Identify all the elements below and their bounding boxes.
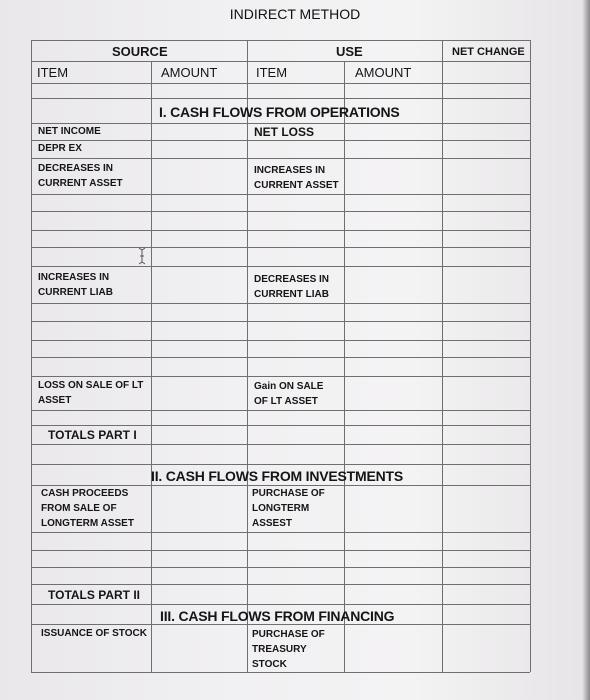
column-divider [344,61,345,672]
totals-part-2-label: TOTALS PART II [48,588,140,602]
loss-on-sale-label: LOSS ON SALE OF LT ASSET [38,380,144,406]
row-line [31,532,530,533]
issuance-of-stock-label: ISSUANCE OF STOCK [41,628,147,639]
column-divider [151,61,152,672]
row-line [31,584,530,585]
text-cursor-icon [137,247,147,265]
row-line [31,410,530,411]
amount-header-source: AMOUNT [161,65,218,80]
net-change-header: NET CHANGE [452,46,525,58]
gain-on-sale-label: Gain ON SALE OF LT ASSET [254,381,324,407]
worksheet-title: INDIRECT METHOD [229,6,361,22]
row-line [31,376,530,377]
net-change-divider [442,40,443,672]
source-header: SOURCE [112,44,168,59]
decreases-current-liab-label: DECREASES IN CURRENT LIAB [254,274,330,300]
row-line [31,98,530,99]
use-header: USE [336,44,363,59]
table-border-bottom [31,672,530,673]
increases-current-asset-label: INCREASES IN CURRENT ASSET [254,165,339,191]
row-line [31,211,530,212]
row-line [31,158,530,159]
row-line [31,123,530,124]
row-line [31,340,530,341]
row-line [31,303,530,304]
purchase-longterm-label: PURCHASE OF LONGTERM ASSEST [252,488,325,529]
row-line [31,266,530,267]
row-line [31,464,530,465]
section-financing: III. CASH FLOWS FROM FINANCING [160,608,395,624]
row-line [31,425,530,426]
row-line [31,444,530,445]
cash-proceeds-label: CASH PROCEEDS FROM SALE OF LONGTERM ASSET [41,488,134,529]
row-line [31,604,530,605]
increases-current-liab-label: INCREASES IN CURRENT LIAB [38,272,113,298]
row-line [31,247,530,248]
row-line [31,624,530,625]
row-line [31,550,530,551]
row-line [31,140,530,141]
row-line [31,321,530,322]
table-border-left [31,40,32,672]
amount-header-use: AMOUNT [355,65,412,80]
totals-part-1-label: TOTALS PART I [48,428,137,442]
source-use-divider [247,40,248,672]
decreases-current-asset-label: DECREASES IN CURRENT ASSET [38,163,123,189]
header-bottom [31,83,530,84]
item-header-source: ITEM [37,65,69,80]
table-border-right [530,40,531,672]
row-line [31,357,530,358]
section-operations: I. CASH FLOWS FROM OPERATIONS [159,104,400,120]
depr-ex-label: DEPR EX [38,143,82,154]
section-investments: II. CASH FLOWS FROM INVESTMENTS [151,468,404,484]
purchase-treasury-label: PURCHASE OF TREASURY STOCK [252,629,325,670]
header-divider [31,61,530,62]
row-line [31,194,530,195]
row-line [31,230,530,231]
item-header-use: ITEM [256,65,288,80]
row-line [31,567,530,568]
net-income-label: NET INCOME [38,126,101,137]
table-border-top [31,40,530,41]
net-loss-label: NET LOSS [254,125,315,139]
